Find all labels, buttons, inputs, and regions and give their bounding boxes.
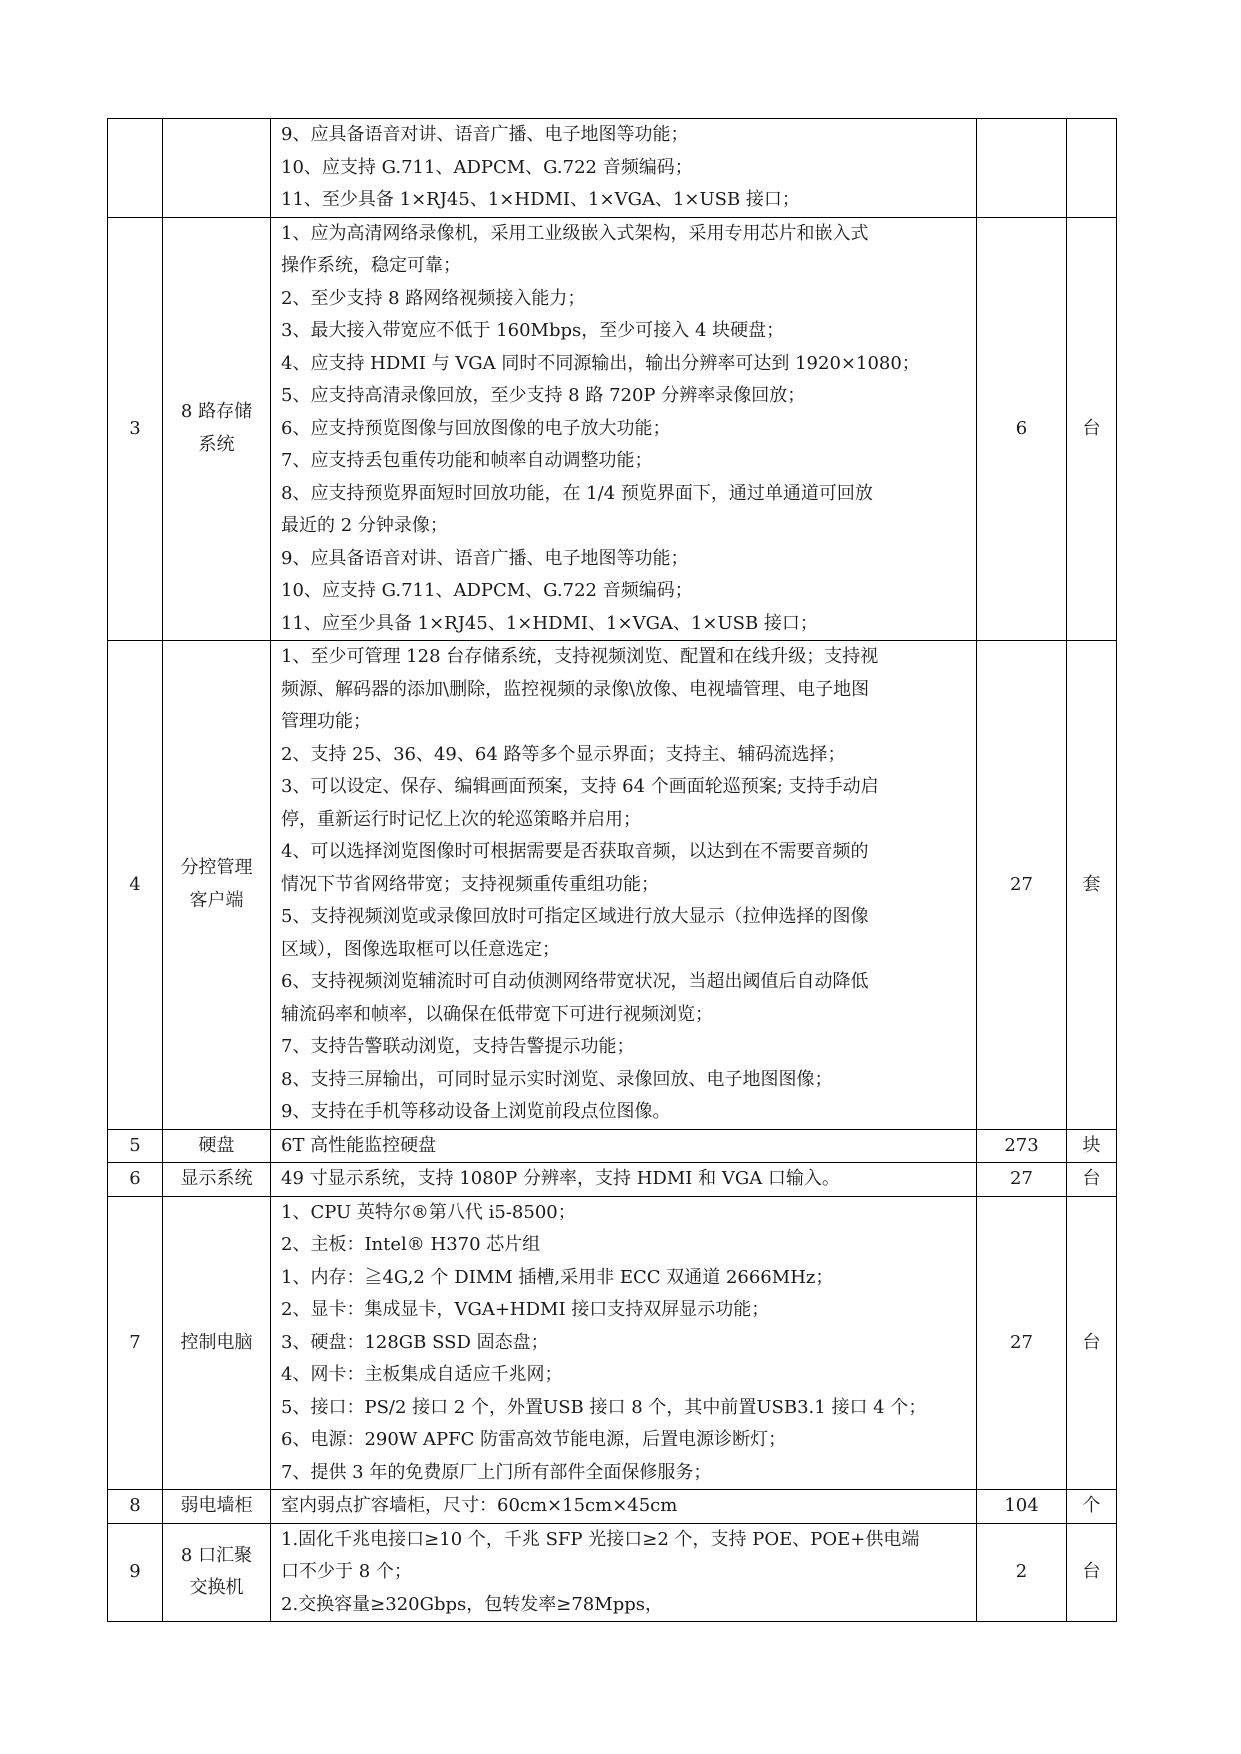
item-quantity: 2 [977, 1523, 1067, 1622]
item-name [163, 1523, 271, 1622]
item-description [271, 1490, 977, 1524]
table-row [108, 1490, 1117, 1524]
item-unit: 台 [1067, 1163, 1117, 1197]
item-name-line: 8 口汇聚 [180, 1544, 253, 1566]
item-description [271, 641, 977, 1130]
description-line: 4、应支持 HDMI 与 VGA 同时不同源输出，输出分辨率可达到 1920×1080； [281, 352, 920, 374]
description-line: 4、可以选择浏览图像时可根据需要是否获取音频，以达到在不需要音频的 [281, 841, 869, 862]
item-unit [1067, 119, 1117, 218]
item-name [163, 641, 271, 1130]
item-unit: 个 [1067, 1490, 1117, 1524]
description-line: 49 寸显示系统，支持 1080P 分辨率，支持 HDMI 和 VGA 口输入。 [281, 1168, 840, 1189]
table-row [108, 1523, 1117, 1622]
item-name-line: 8 路存储 [180, 401, 253, 423]
item-number: 4 [108, 641, 163, 1130]
item-quantity [977, 119, 1067, 218]
item-unit: 块 [1067, 1129, 1117, 1163]
description-line: 辅流码率和帧率，以确保在低带宽下可进行视频浏览； [281, 1003, 713, 1025]
item-quantity: 6 [977, 217, 1067, 641]
description-line: 7、支持告警联动浏览，支持告警提示功能； [281, 1036, 635, 1057]
table-row [108, 1196, 1117, 1490]
description-line: 9、应具备语音对讲、语音广播、电子地图等功能； [281, 124, 689, 145]
item-quantity: 27 [977, 641, 1067, 1130]
description-line: 11、至少具备 1×RJ45、1×HDMI、1×VGA、1×USB 接口； [281, 189, 800, 210]
spec-table [107, 118, 1117, 1622]
description-line: 10、应支持 G.711、ADPCM、G.722 音频编码； [281, 580, 693, 601]
item-number: 3 [108, 217, 163, 641]
description-line: 8、应支持预览界面短时回放功能，在 1/4 预览界面下，通过单通道可回放 [281, 482, 873, 504]
item-number: 6 [108, 1163, 163, 1197]
description-line: 6、支持视频浏览辅流时可自动侦测网络带宽状况，当超出阈值后自动降低 [281, 971, 869, 992]
item-name [163, 217, 271, 641]
item-name-line: 弱电墙柜 [180, 1495, 253, 1516]
description-line: 11、应至少具备 1×RJ45、1×HDMI、1×VGA、1×USB 接口； [281, 612, 818, 634]
description-line: 区域），图像选取框可以任意选定； [281, 938, 560, 960]
description-line: 室内弱点扩容墙柜，尺寸：60cm×15cm×45cm [281, 1495, 678, 1516]
item-unit: 套 [1067, 641, 1117, 1130]
item-name-line: 显示系统 [180, 1168, 253, 1189]
description-line: 7、应支持丢包重传功能和帧率自动调整功能； [281, 450, 653, 471]
item-description [271, 1196, 977, 1490]
description-line: 最近的 2 分钟录像； [281, 515, 448, 536]
item-name-line: 客户端 [189, 889, 244, 911]
table-row [108, 217, 1117, 641]
description-line: 3、硬盘：128GB SSD 固态盘； [281, 1331, 549, 1353]
item-description [271, 217, 977, 641]
item-description [271, 1163, 977, 1197]
description-line: 8、支持三屏输出，可同时显示实时浏览、录像回放、电子地图图像； [281, 1068, 833, 1090]
item-quantity: 273 [977, 1129, 1067, 1163]
description-line: 10、应支持 G.711、ADPCM、G.722 音频编码； [281, 156, 693, 178]
description-line: 9、应具备语音对讲、语音广播、电子地图等功能； [281, 547, 689, 569]
item-name-line: 硬盘 [198, 1134, 235, 1156]
item-name-line: 系统 [198, 433, 235, 455]
item-number [108, 119, 163, 218]
description-line: 3、最大接入带宽应不低于 160Mbps，至少可接入 4 块硬盘； [281, 320, 785, 341]
item-name [163, 119, 271, 218]
item-description [271, 1523, 977, 1622]
item-name [163, 1196, 271, 1490]
description-line: 2、显卡：集成显卡，VGA+HDMI 接口支持双屏显示功能； [281, 1299, 770, 1320]
description-line: 2、主板：Intel® H370 芯片组 [281, 1234, 541, 1255]
item-name-line: 分控管理 [180, 857, 253, 879]
description-line: 2.交换容量≥320Gbps，包转发率≥78Mpps， [281, 1593, 663, 1615]
table-row [108, 641, 1117, 1130]
description-line: 口不少于 8 个； [281, 1561, 412, 1582]
item-unit: 台 [1067, 1523, 1117, 1622]
table-row [108, 1129, 1117, 1163]
item-number: 8 [108, 1490, 163, 1524]
description-line: 6T 高性能监控硬盘 [281, 1134, 437, 1156]
description-line: 频源、解码器的添加\删除，监控视频的录像\放像、电视墙管理、电子地图 [281, 678, 870, 700]
description-line: 1、CPU 英特尔®第八代 i5-8500； [281, 1201, 576, 1223]
item-unit: 台 [1067, 1196, 1117, 1490]
spec-table-body [108, 119, 1117, 1622]
item-unit: 台 [1067, 217, 1117, 641]
description-line: 1、应为高清网络录像机，采用工业级嵌入式架构，采用专用芯片和嵌入式 [281, 222, 869, 244]
table-row [108, 119, 1117, 218]
item-number: 7 [108, 1196, 163, 1490]
item-quantity: 104 [977, 1490, 1067, 1524]
description-line: 操作系统，稳定可靠； [281, 255, 461, 276]
description-line: 4、网卡：主板集成自适应千兆网； [281, 1364, 563, 1385]
item-name-line: 控制电脑 [180, 1331, 253, 1353]
description-line: 5、支持视频浏览或录像回放时可指定区域进行放大显示（拉伸选择的图像 [281, 906, 869, 927]
description-line: 1.固化千兆电接口≥10 个，千兆 SFP 光接口≥2 个，支持 POE、POE+供电端 [281, 1528, 920, 1550]
description-line: 7、提供 3 年的免费原厂上门所有部件全面保修服务； [281, 1461, 712, 1483]
item-quantity: 27 [977, 1196, 1067, 1490]
description-line: 1、至少可管理 128 台存储系统，支持视频浏览、配置和在线升级；支持视 [281, 646, 879, 667]
description-line: 2、支持 25、36、49、64 路等多个显示界面；支持主、辅码流选择； [281, 743, 846, 765]
item-name [163, 1163, 271, 1197]
description-line: 管理功能； [281, 711, 371, 732]
description-line: 6、电源：290W APFC 防雷高效节能电源，后置电源诊断灯； [281, 1429, 787, 1450]
item-number: 5 [108, 1129, 163, 1163]
description-line: 情况下节省网络带宽；支持视频重传重组功能； [281, 873, 659, 895]
description-line: 9、支持在手机等移动设备上浏览前段点位图像。 [281, 1101, 671, 1122]
description-line: 停，重新运行时记忆上次的轮巡策略并启用； [281, 808, 641, 830]
item-name [163, 1490, 271, 1524]
item-number: 9 [108, 1523, 163, 1622]
description-line: 5、应支持高清录像回放，至少支持 8 路 720P 分辨率录像回放； [281, 385, 806, 406]
description-line: 6、应支持预览图像与回放图像的电子放大功能； [281, 417, 671, 439]
description-line: 3、可以设定、保存、编辑画面预案，支持 64 个画面轮巡预案; 支持手动启 [281, 776, 879, 797]
description-line: 5、接口：PS/2 接口 2 个，外置USB 接口 8 个，其中前置USB3.1 接口 4 个； [281, 1396, 927, 1418]
item-quantity: 27 [977, 1163, 1067, 1197]
item-name [163, 1129, 271, 1163]
table-row [108, 1163, 1117, 1197]
item-name-line: 交换机 [189, 1577, 244, 1599]
item-description [271, 119, 977, 218]
item-description [271, 1129, 977, 1163]
description-line: 1、内存：≧4G,2 个 DIMM 插槽,采用非 ECC 双通道 2666MHz； [281, 1266, 834, 1288]
description-line: 2、至少支持 8 路网络视频接入能力； [281, 287, 586, 309]
